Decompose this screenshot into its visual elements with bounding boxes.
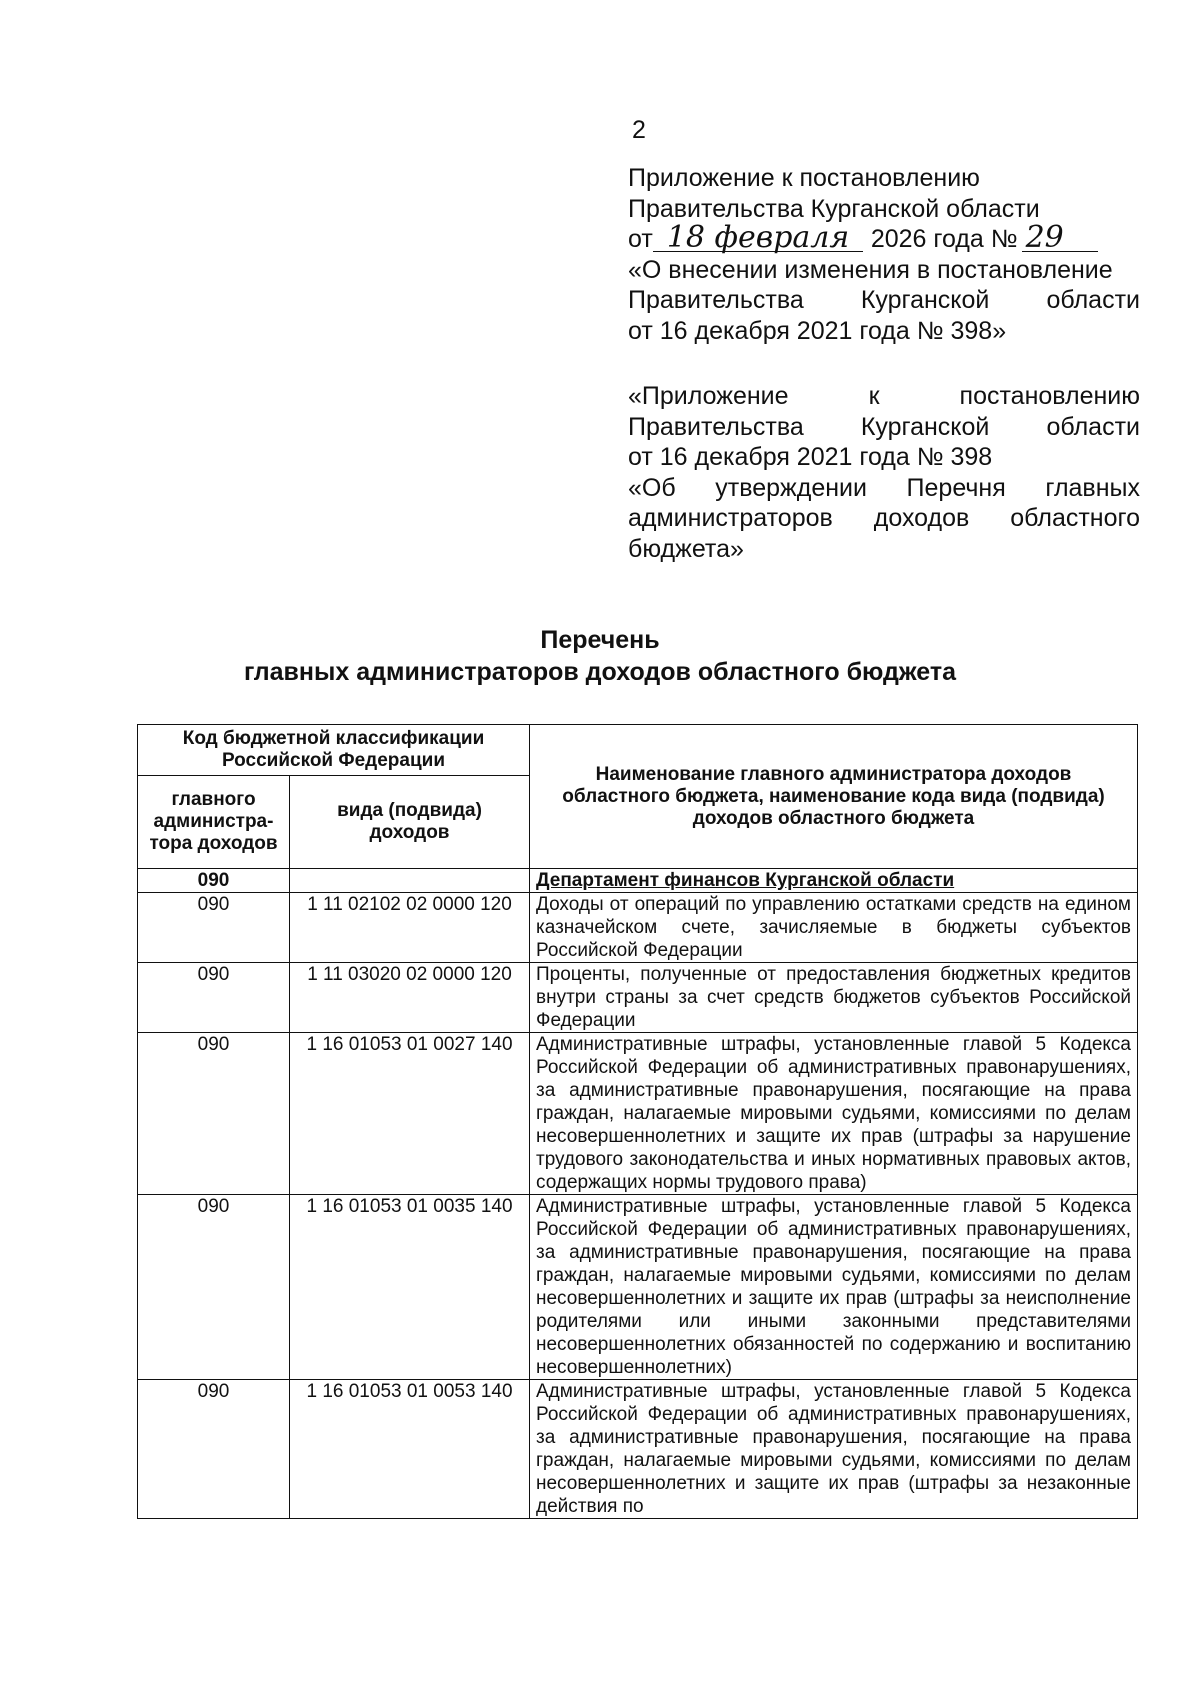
admin-code-cell: 090 (138, 869, 290, 893)
appendix-line: Правительства Курганской области (628, 194, 1040, 223)
name-cell: Департамент финансов Курганской области (530, 869, 1138, 893)
table-row (138, 1195, 1138, 1380)
name-cell: Доходы от операций по управлению остатками средств на едином казначейском счете, зачисляемые в бюджеты субъектов Российской Федерации (530, 893, 1138, 963)
admin-code-cell: 090 (138, 1033, 290, 1195)
name-cell: Административные штрафы, установленные главой 5 Кодекса Российской Федерации об административных правонарушениях, за административные правонарушения, посягающие на права граждан, налагаемые мировыми судьями, комиссиями по делам несовершеннолетних и защите их прав (штрафы за незаконные действия по (530, 1380, 1138, 1519)
header-name: Наименование главного администратора доходов областного бюджета, наименование кода вида (подвида) доходов областного бюджета (530, 725, 1138, 869)
table-row (138, 1380, 1138, 1519)
admin-code-cell: 090 (138, 1380, 290, 1519)
table-row (138, 893, 1138, 963)
appendix-line: Правительства Курганской области (628, 286, 1140, 314)
appendix-line: «О внесении изменения в постановление (628, 255, 1113, 284)
document-title (0, 624, 1200, 688)
table-row (138, 963, 1138, 1033)
admin-code-cell: 090 (138, 963, 290, 1033)
appendix-line: от 16 декабря 2021 года № 398» (628, 316, 1007, 345)
type-code-cell: 1 11 03020 02 0000 120 (290, 963, 530, 1033)
table-row (138, 1033, 1138, 1195)
table-row (138, 869, 1138, 893)
revenue-administrators-table (137, 724, 1138, 1519)
type-code-cell: 1 16 01053 01 0053 140 (290, 1380, 530, 1519)
header-type-code: вида (подвида) доходов (290, 776, 530, 869)
type-code-cell: 1 16 01053 01 0027 140 (290, 1033, 530, 1195)
title-line: Перечень (540, 626, 660, 654)
appendix-line: бюджета» (628, 534, 744, 563)
type-code-cell: 1 16 01053 01 0035 140 (290, 1195, 530, 1380)
header-admin-code: главного администра-тора доходов (138, 776, 290, 869)
title-line: главных администраторов доходов областного бюджета (243, 658, 957, 686)
year-text: 2026 года № (870, 225, 1018, 253)
appendix-line: от 16 декабря 2021 года № 398 (628, 443, 993, 471)
appendix-date-line (628, 220, 1140, 255)
type-code-cell (290, 869, 530, 893)
appendix-line: «Приложение к постановлению (628, 382, 1140, 410)
page-number: 2 (632, 116, 646, 144)
handwritten-number: 29 (1022, 225, 1098, 252)
name-cell: Административные штрафы, установленные главой 5 Кодекса Российской Федерации об административных правонарушениях, за административные правонарушения, посягающие на права граждан, налагаемые мировыми судьями, комиссиями по делам несовершеннолетних и защите их прав (штрафы за неисполнение родителями или иными законными представителями несовершеннолетних обязанностей по содержанию и воспитанию несовершеннолетних) (530, 1195, 1138, 1380)
table-header-row (138, 725, 1138, 776)
appendix-header (628, 163, 1140, 346)
name-cell: Проценты, полученные от предоставления бюджетных кредитов внутри страны за счет средств бюджетов субъектов Российской Федерации (530, 963, 1138, 1033)
handwritten-date: 18 февраля (653, 225, 863, 252)
date-prefix: от (628, 225, 653, 253)
appendix-line: Приложение к постановлению (628, 164, 980, 192)
appendix-reference (628, 381, 1140, 564)
admin-code-cell: 090 (138, 893, 290, 963)
appendix-line: администраторов доходов областного (628, 504, 1140, 532)
appendix-line: «Об утверждении Перечня главных (628, 473, 1140, 502)
appendix-line: Правительства Курганской области (628, 412, 1140, 441)
header-group-classification: Код бюджетной классификации Российской Федерации (138, 725, 530, 776)
admin-code-cell: 090 (138, 1195, 290, 1380)
name-cell: Административные штрафы, установленные главой 5 Кодекса Российской Федерации об административных правонарушениях, за административные правонарушения, посягающие на права граждан, налагаемые мировыми судьями, комиссиями по делам несовершеннолетних и защите их прав (штрафы за нарушение трудового законодательства и иных нормативных правовых актов, содержащих нормы трудового права) (530, 1033, 1138, 1195)
type-code-cell: 1 11 02102 02 0000 120 (290, 893, 530, 963)
